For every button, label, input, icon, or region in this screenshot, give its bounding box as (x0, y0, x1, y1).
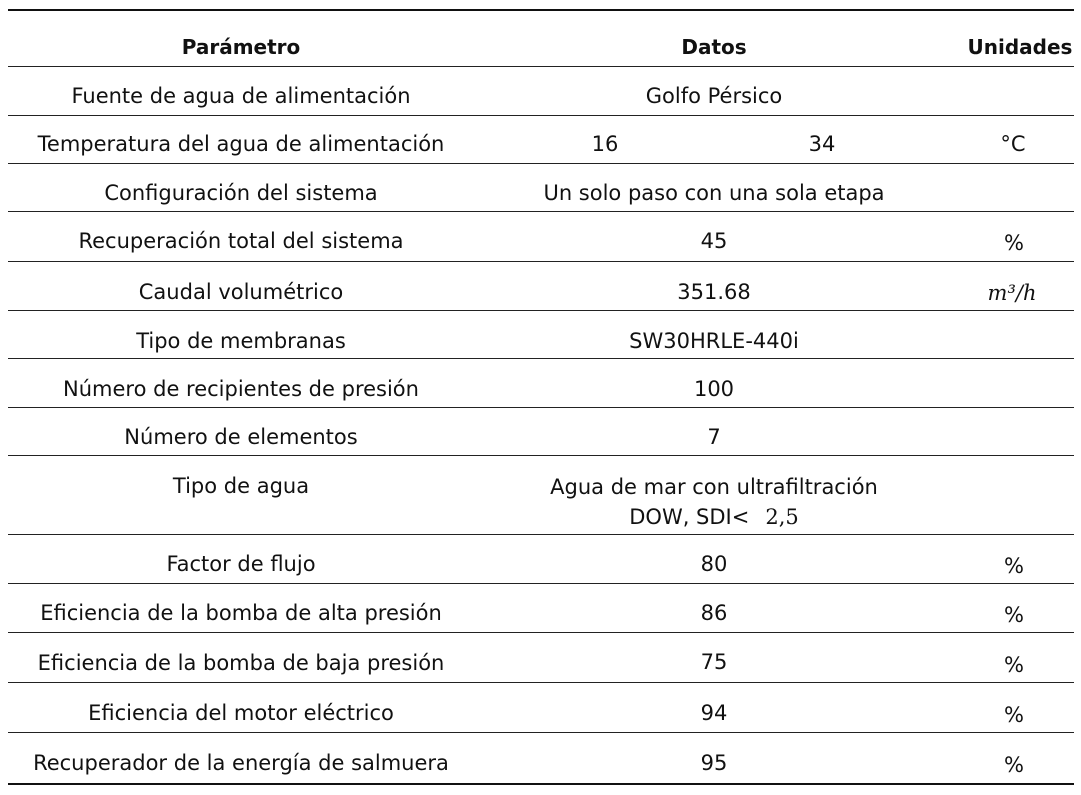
param-cell: Número de elementos (124, 425, 358, 449)
datos-cell: 7 (707, 425, 721, 449)
unidades-cell: m³/h (987, 281, 1037, 305)
row-divider (8, 358, 1074, 359)
row-divider (8, 211, 1074, 212)
datos-line2-number: 2,5 (765, 505, 799, 529)
datos-cell: 75 (700, 650, 728, 674)
datos-line2-cell (629, 505, 799, 529)
datos-cell: 80 (700, 552, 728, 576)
datos-min-cell: 16 (591, 132, 619, 156)
row-divider (8, 632, 1074, 633)
row-divider (8, 407, 1074, 408)
unidades-cell: °C (1000, 132, 1026, 156)
datos-line2-text: DOW, SDI< (629, 505, 750, 529)
param-cell: Eficiencia del motor eléctrico (88, 701, 394, 725)
param-cell: Caudal volumétrico (138, 280, 344, 304)
row-divider (8, 682, 1074, 683)
datos-cell: 86 (700, 601, 728, 625)
param-cell: Tipo de agua (172, 474, 310, 498)
row-divider (8, 455, 1074, 456)
datos-cell: Golfo Pérsico (645, 84, 783, 108)
datos-cell: Un solo paso con una sola etapa (543, 181, 885, 205)
header-unidades: Unidades (967, 35, 1073, 59)
unidades-cell: % (1004, 753, 1024, 777)
header-datos: Datos (681, 35, 747, 59)
unidades-cell: % (1004, 653, 1024, 677)
row-divider (8, 534, 1074, 535)
datos-cell: 95 (700, 751, 728, 775)
param-cell: Eficiencia de la bomba de baja presión (37, 651, 445, 675)
unidades-cell: % (1004, 231, 1024, 255)
row-divider (8, 310, 1074, 311)
datos-cell: SW30HRLE-440i (629, 329, 799, 353)
row-divider (8, 115, 1074, 116)
row-divider (8, 732, 1074, 733)
header-param: Parámetro (181, 35, 301, 59)
unidades-cell: % (1004, 603, 1024, 627)
datos-cell: 100 (693, 377, 735, 401)
unidades-cell: % (1004, 554, 1024, 578)
row-divider (8, 163, 1074, 164)
param-cell: Temperatura del agua de alimentación (37, 132, 445, 156)
datos-max-cell: 34 (808, 132, 836, 156)
datos-cell: 45 (700, 229, 728, 253)
unidades-cell: % (1004, 703, 1024, 727)
datos-cell: 94 (700, 701, 728, 725)
param-cell: Recuperador de la energía de salmuera (33, 751, 449, 775)
datos-line1-cell: Agua de mar con ultrafiltración (550, 475, 878, 499)
row-divider (8, 66, 1074, 67)
param-cell: Fuente de agua de alimentación (71, 84, 411, 108)
bottom-rule (8, 783, 1074, 785)
top-rule (8, 9, 1074, 11)
param-cell: Recuperación total del sistema (78, 229, 404, 253)
row-divider (8, 583, 1074, 584)
datos-cell: 351.68 (677, 280, 751, 304)
param-cell: Configuración del sistema (104, 181, 378, 205)
param-cell: Número de recipientes de presión (63, 377, 419, 401)
param-cell: Factor de flujo (166, 552, 316, 576)
param-cell: Tipo de membranas (136, 329, 346, 353)
param-cell: Eficiencia de la bomba de alta presión (40, 601, 442, 625)
row-divider (8, 261, 1074, 262)
